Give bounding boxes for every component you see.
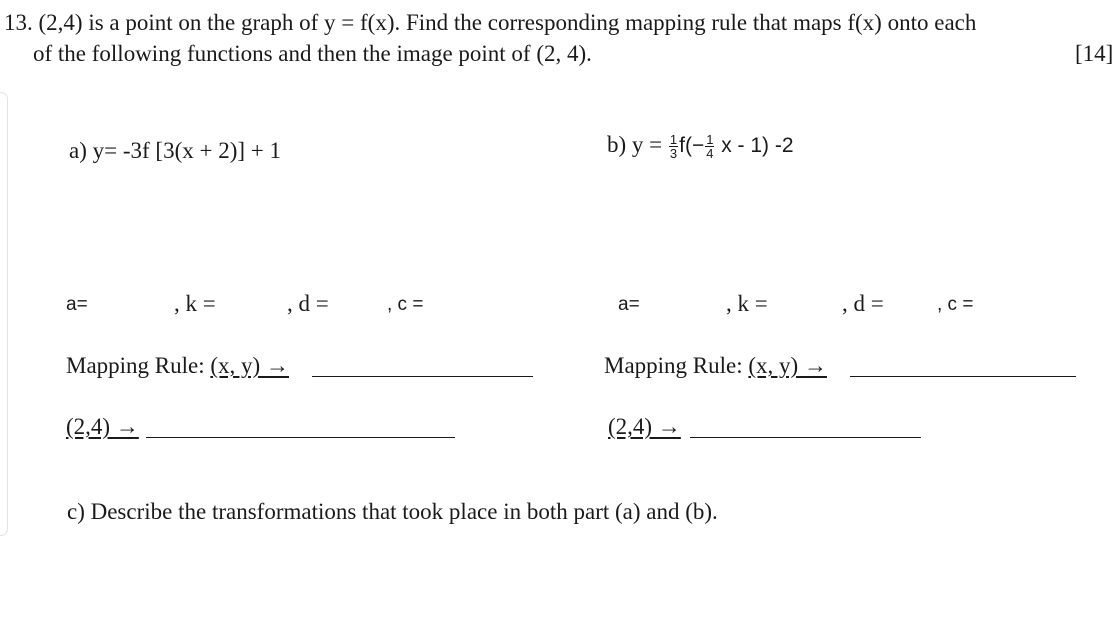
part-b-c-label: , c = [937, 294, 974, 315]
part-b-point [608, 414, 681, 440]
marks-badge: [14] [1075, 41, 1114, 66]
part-a-a-label: a= [66, 294, 88, 315]
part-a-equation: a) y= -3f [3(x + 2)] + 1 [69, 138, 281, 163]
question-line-1 [4, 10, 976, 36]
part-b-fraction-one-third [669, 133, 678, 160]
part-a-point [66, 414, 139, 440]
part-b-equation [607, 132, 794, 160]
part-b-mapping-rule [604, 353, 827, 379]
part-a-c-label: , c = [387, 294, 424, 315]
part-b-point-answer-line[interactable] [690, 437, 921, 438]
content-frame-edge [0, 92, 8, 536]
part-c-question: c) Describe the transformations that took place in both part (a) and (b). [67, 499, 718, 524]
part-b-eq-f: f(− [679, 134, 705, 157]
part-b-mapping-answer-line[interactable] [850, 376, 1076, 377]
part-a-point-expr: (2,4) → [66, 414, 139, 439]
part-b-a-label: a= [618, 294, 640, 315]
frac1-numerator: 1 [669, 132, 678, 148]
part-b-mapping-expr: (x, y) → [748, 353, 827, 378]
part-a-mapping-answer-line[interactable] [312, 376, 533, 377]
frac2-numerator: 1 [706, 132, 714, 148]
frac2-denominator: 4 [706, 146, 714, 162]
part-a-d-label: , d = [287, 291, 329, 316]
question-number: 13. [4, 10, 33, 35]
part-a-mapping-label: Mapping Rule: [66, 353, 205, 378]
question-text-line-2: of the following functions and then the image point of (2, 4). [33, 41, 592, 66]
part-a-k-label: , k = [174, 291, 216, 316]
part-b-eq-prefix: b) y = [607, 132, 663, 157]
part-a-mapping-rule [66, 353, 289, 379]
part-b-k-label: , k = [726, 291, 768, 316]
part-b-eq-suffix: x - 1) -2 [721, 134, 794, 157]
part-b-mapping-label: Mapping Rule: [604, 353, 743, 378]
frac1-denominator: 3 [669, 146, 678, 162]
part-b-point-expr: (2,4) → [608, 414, 681, 439]
part-a-point-answer-line[interactable] [146, 437, 455, 438]
part-a-mapping-expr: (x, y) → [210, 353, 289, 378]
part-b-d-label: , d = [842, 291, 884, 316]
part-b-fraction-one-fourth [705, 133, 714, 160]
question-text-line-1: (2,4) is a point on the graph of y = f(x). Find the corresponding mapping rule that maps f(x) onto each [38, 10, 977, 35]
